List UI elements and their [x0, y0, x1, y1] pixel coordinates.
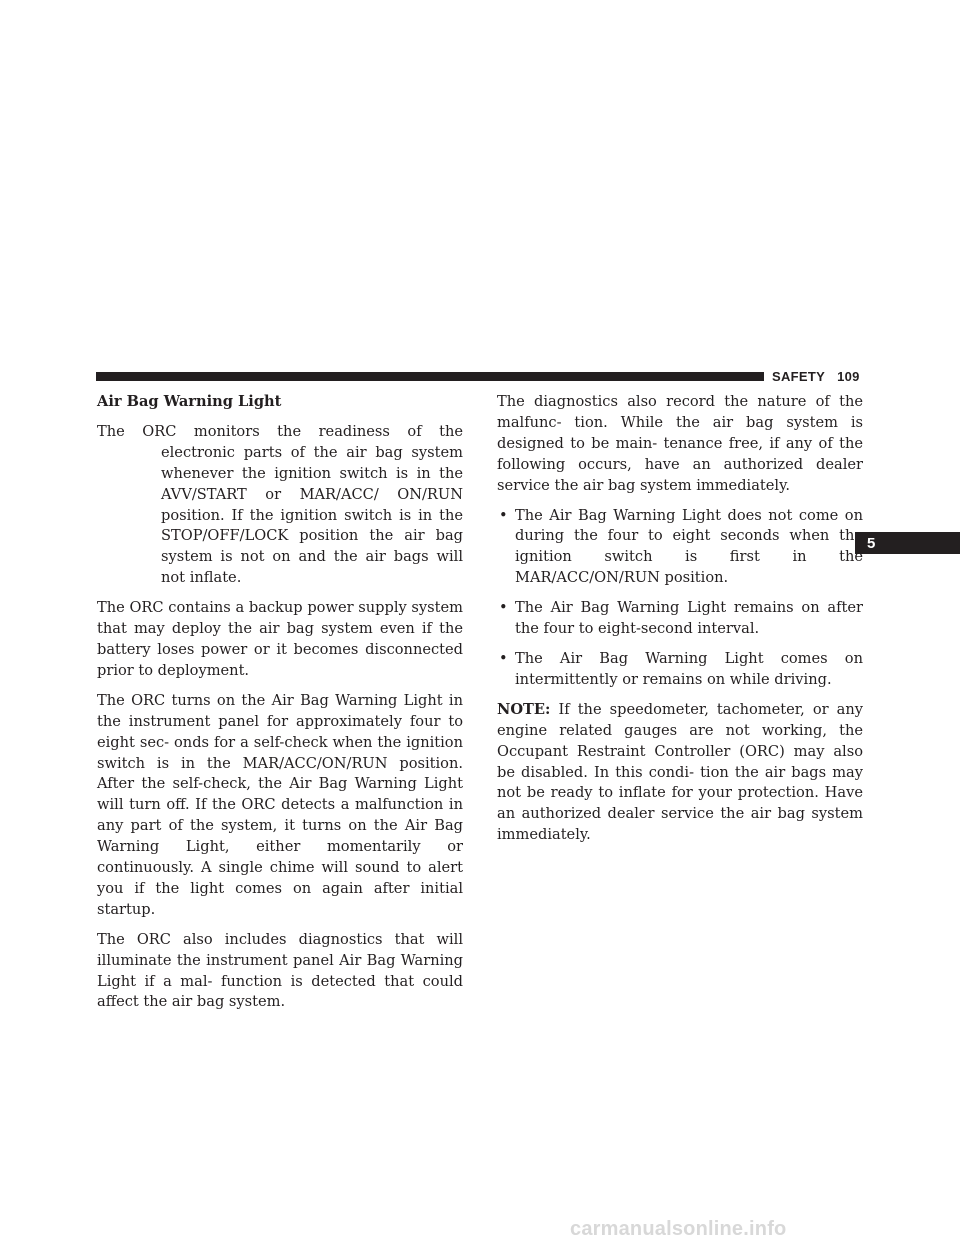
note-paragraph [497, 700, 863, 846]
chapter-tab [855, 532, 960, 554]
list-item [497, 649, 863, 691]
list-item-text: The Air Bag Warning Light does not come on during the four to eight seconds when the ignition switch is first in the MAR/ACC/ON/RUN position. [515, 506, 863, 587]
conditions-list [497, 506, 863, 691]
paragraph-record-malfunction: The diagnostics also record the nature of the malfunc- tion. While the air bag system is designed to be main- tenance free, if any of the following occurs, have an authorized dealer service the air bag system immediately. [497, 393, 863, 494]
list-item-text: The Air Bag Warning Light comes on intermittently or remains on while driving. [515, 649, 863, 688]
list-item [497, 506, 863, 590]
header-rule [96, 372, 764, 381]
right-column [497, 392, 863, 855]
bullet-icon: • [499, 649, 508, 667]
paragraph-self-check: The ORC turns on the Air Bag Warning Light in the instrument panel for approximately four to eight sec- onds for a self-check when the ignition switch is in the MAR/ACC/ON/RUN position. After the self-check, the Air Bag Warning Light will turn off. If the ORC detects a malfunction in any part of the system, it turns on the Air Bag Warning Light, either momentarily or continuously. A single chime will sound to alert you if the light comes on again after initial startup. [97, 691, 463, 918]
note-label: NOTE: [497, 700, 551, 718]
bullet-icon: • [499, 506, 508, 524]
paragraph-backup-power: The ORC contains a backup power supply system that may deploy the air bag system even if the battery loses power or it becomes disconnected prior to deployment. [97, 599, 463, 679]
note-text: If the speedometer, tachometer, or any engine related gauges are not working, the Occupant Restraint Controller (ORC) may also be disabled. In this condi- tion the air bags may not be ready to inflate for your protection. Have an authorized dealer service the air bag system immediately. [497, 700, 864, 844]
section-title: SAFETY [772, 369, 826, 384]
left-column [97, 392, 463, 1022]
page-header [772, 369, 860, 384]
section-heading: Air Bag Warning Light [97, 393, 282, 410]
bullet-icon: • [499, 599, 508, 617]
watermark: carmanualsonline.info [570, 1218, 787, 1240]
list-item-text: The Air Bag Warning Light remains on after the four to eight-second interval. [515, 599, 863, 638]
list-item [497, 598, 863, 640]
paragraph-diagnostics: The ORC also includes diagnostics that will illuminate the instrument panel Air Bag Warning Light if a mal- function is detected that could affect the air bag system. [97, 930, 463, 1011]
chapter-number: 5 [867, 534, 876, 552]
paragraph-orc-monitors: The ORC monitors the readiness of the electronic parts of the air bag system whenever the ignition switch is in the AVV/START or MAR/ACC/ ON/RUN position. If the ignition switch is in the STOP/OFF/LOCK position the air bag system is not on and the air bags will not inflate. [97, 422, 463, 587]
page-number: 109 [837, 369, 860, 384]
